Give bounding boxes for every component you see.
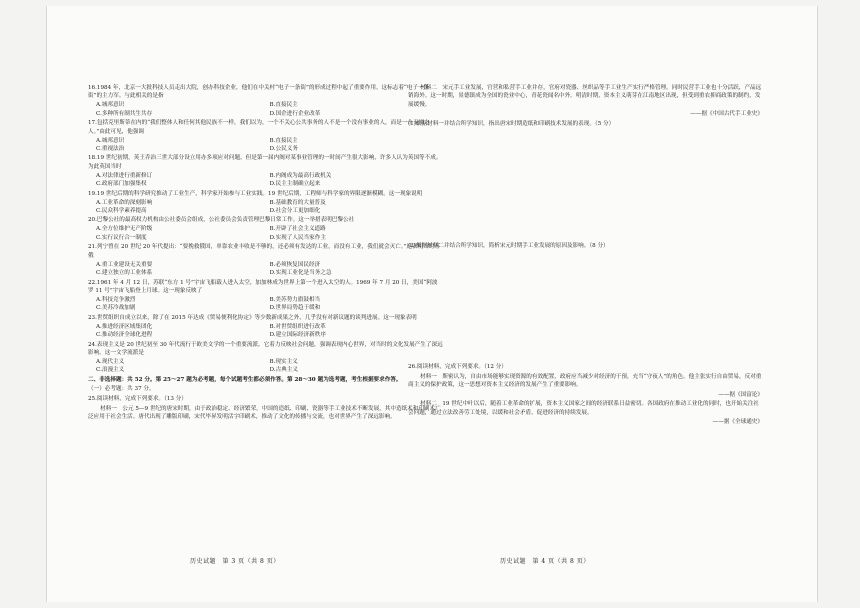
answer-options [88, 261, 443, 278]
answer-option: C.民众科学素养提高 [96, 208, 147, 215]
answer-option: A.城邦意识 [96, 137, 125, 144]
answer-option: C.重视法治 [96, 146, 125, 153]
answer-option: A.城邦意识 [96, 102, 125, 109]
answer-options [88, 225, 443, 242]
left-page-footer: 历史试题 第 3 页（共 8 页） [190, 558, 280, 565]
material-1: 材料一 公元 5—9 世纪的唐宋时期，由于政治稳定、经济繁荣，中国的造纸、印刷、瓷器等手工业技术不断发展，其中造纸术和印刷术广泛应用于社会生活。唐代出现了雕版印刷，宋代毕昇发明活字印刷术，推动了文化的传播与交流，也对世界产生了深远影响。 [88, 405, 441, 420]
right-page-footer: 历史试题 第 4 页（共 8 页） [500, 558, 590, 565]
source-2: ——据《国富论》 [718, 391, 763, 398]
answer-options [88, 296, 443, 313]
answer-option: B.必须恢复国民经济 [269, 261, 321, 268]
answer-option: A.对法律进行重新修订 [96, 172, 153, 179]
answer-option: B.美苏势力旗鼓相当 [269, 296, 321, 303]
answer-option: A.推进经济区域集团化 [96, 323, 153, 330]
answer-option: C.多种所有制共生共存 [96, 110, 153, 117]
answer-option: A.科技竞争激烈 [96, 296, 136, 303]
answer-options [88, 323, 443, 340]
answer-option: C.政府部门加强集权 [96, 181, 147, 188]
question-stem: 19.19 世纪后期的科学研究推动了工业生产，科学家开始参与工业实践。19 世纪后期，工程师与科学家的界限逐渐模糊。这一现象说明 [88, 190, 423, 197]
answer-option: B.直接民主 [269, 137, 298, 144]
answer-space-2 [408, 251, 763, 363]
answer-option: A.重工业建设无关重要 [96, 261, 153, 268]
question-26-title: 26.阅读材料，完成下列要求。（12 分） [408, 364, 507, 371]
answer-options [88, 172, 443, 189]
answer-options [88, 199, 443, 216]
answer-option: B.现实主义 [269, 358, 298, 365]
question-stem: 24.表现主义是 20 世纪初至 30 年代流行于欧美文学的一个重要流派。它着力反映社会问题，强调表现内心世界，对当时的文化发展产生了深远影响。这一文学流派是 [88, 341, 443, 356]
question-stem: 16.1984 年，北京一大批科技人员走出大院，创办科技企业，他们在中关村“电子一条街”的形成过程中起了重要作用。这标志着“电子一条街”的主力军。与此相关的是指 [88, 85, 430, 100]
question-stem: 22.1961 年 4 月 12 日，苏联“东方 1 号”宇宙飞船载人进入太空，加加林成为世界上第一个进入太空的人。1969 年 7 月 20 日，美国“阿波罗 11 号”宇宙飞船登上月球。这一现象反映了 [88, 279, 438, 294]
material-4: 材料二 19 世纪中叶以后，随着工业革命的扩展，资本主义国家之间的经济联系日益密切。各国政府在推动工业化的同时，也开始关注社会问题，通过立法改善劳工处境，以缓和社会矛盾，促进经济的持续发展。 [408, 401, 759, 416]
answer-option: B.对世贸组织进行改革 [269, 323, 326, 330]
answer-option: C.实行议行合一制度 [96, 234, 147, 241]
question-25-title: 25.阅读材料，完成下列要求。（13 分） [88, 395, 187, 402]
answer-option: A.全方位维护无产阶级 [96, 226, 153, 233]
multiple-choice-list [88, 84, 443, 375]
answer-options [88, 137, 443, 154]
question-25-2: (2)根据材料二并结合所学知识，简析宋元时期手工业发展的原因及影响。（8 分） [408, 242, 609, 249]
answer-option: D.公民义务 [269, 146, 298, 153]
material-2: 材料二 宋元手工业发展，官营和私营手工业并存，官府对瓷器、丝织品等手工业生产实行严格管理。同时民营手工业也十分活跃，产品远销海外。这一时期，景德镇成为全国的瓷业中心，青花瓷闻名中外。明清时期，资本主义萌芽在江南地区出现，但受到重农抑商政策的制约，发展缓慢。 [408, 85, 762, 108]
question-stem: 20.巴黎公社的最高权力机构由公社委员会组成，公社委员会负责管理巴黎日常工作。这一举措表明巴黎公社 [88, 217, 355, 224]
section-heading: 二、非选择题：共 52 分。第 25～27 题为必考题，每个试题考生都必须作答。第 28～30 题为选考题，考生根据要求作答。 [88, 376, 402, 383]
answer-option: B.基础教育的大量普及 [269, 199, 326, 206]
answer-option: D.国企进行企业改革 [269, 110, 321, 117]
question-stem: 18.19 世纪初期，英王乔治三世大部分设立用办多项应对问题。但是第一届内阁对某事业管理的一时间产生很大影响，许多人认为英国等不成。为此英国当时 [88, 155, 442, 170]
subsection-heading: （一）必考题：共 37 分。 [88, 386, 155, 393]
question-stem: 21.列宁曾在 20 世纪 20 年代提出：“要挽救俄国，单靠农业丰收是不够的，还必须有发达的工业，而没有工业，我们就会灭亡。”这表明当时苏俄 [88, 244, 441, 259]
answer-option: D.实现了人民当家作主 [269, 234, 326, 241]
answer-option: D.古典主义 [269, 367, 298, 374]
material-3: 材料一 斯密认为，自由市场能够实现资源的有效配置，政府应当减少对经济的干预，充当“守夜人”的角色。他主张实行自由贸易，反对重商主义的保护政策，这一思想对资本主义经济的发展产生了重要影响。 [408, 373, 762, 389]
answer-option: D.世界局势趋于缓和 [269, 305, 321, 312]
answer-option: B.开辟了社会主义道路 [269, 226, 326, 233]
answer-option: A.工业革命的深刻影响 [96, 199, 153, 206]
answer-options [88, 101, 443, 118]
question-25-1: (1)根据材料一并结合所学知识，指出唐宋时期造纸和印刷技术发展的表现。（5 分） [408, 121, 615, 127]
source-3: ——据《全球通史》 [712, 419, 763, 426]
answer-option: D.实现工业化是当务之急 [269, 270, 332, 277]
answer-option: C.浪漫主义 [96, 367, 125, 374]
question-stem: 23.世贸组织自成立以来，除了在 2015 年达成《贸易便利化协定》等少数新成果之外，几乎没有对新议题的谈判进展。这一现象表明 [88, 314, 417, 321]
answer-option: D.社会分工更加细化 [269, 208, 321, 215]
answer-option: C.美苏冷战加剧 [96, 305, 136, 312]
source-1: ——据《中国古代手工业史》 [690, 111, 763, 118]
answer-option: B.内阁成为最高行政机关 [269, 172, 332, 179]
answer-option: B.直接民主 [269, 102, 298, 109]
answer-option: D.民主主制确立起来 [269, 181, 321, 188]
answer-option: C.推动经济全球化进程 [96, 332, 153, 339]
question-stem: 17.包括克里斯蒂在内的“我们整体人和任何其他民族不一样，我们以为，一个不关心公共事务的人不是一个没有事业的人，而是一个无用之人。”由此可见，他强调 [88, 120, 430, 135]
right-page [408, 84, 763, 428]
answer-option: D.建立国际经济新秩序 [269, 332, 326, 339]
answer-option: A.现代主义 [96, 358, 125, 365]
answer-option: C.建立独立的工业体系 [96, 270, 153, 277]
answer-space-1 [408, 130, 763, 242]
left-page [88, 84, 443, 423]
answer-options [88, 358, 443, 375]
